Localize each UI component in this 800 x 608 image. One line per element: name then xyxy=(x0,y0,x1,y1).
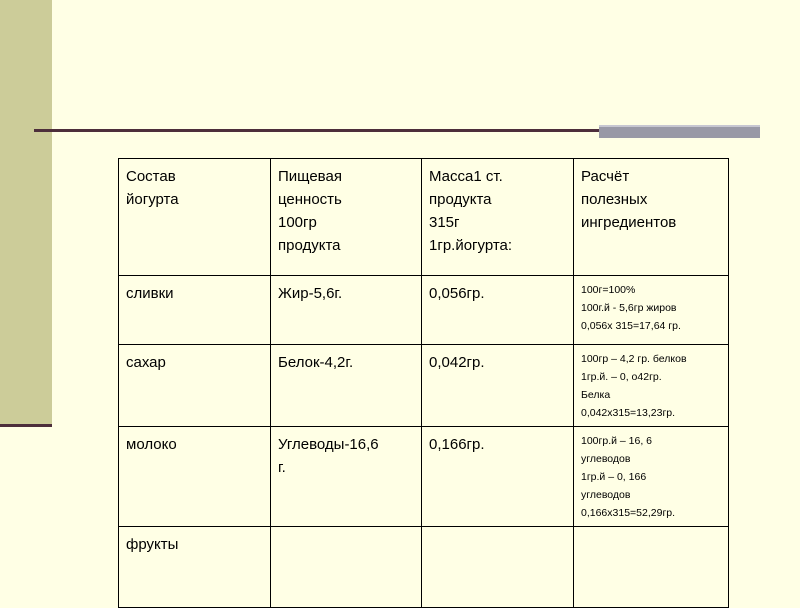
cell-calculation: 100г=100% 100г.й - 5,6гр жиров 0,056х 315=17,64 гр. xyxy=(574,276,729,345)
header-product-mass: Масса1 ст. продукта 315г 1гр.йогурта: xyxy=(422,159,574,276)
left-accent-bar xyxy=(0,0,52,424)
cell-calculation: 100гр – 4,2 гр. белков 1гр.й. – 0, о42гр. Белка 0,042х315=13,23гр. xyxy=(574,345,729,427)
cell-value: Жир-5,6г. xyxy=(271,276,422,345)
yogurt-composition-table xyxy=(118,158,729,608)
cell-value: Углеводы-16,6 г. xyxy=(271,427,422,527)
title-rule-line xyxy=(34,129,599,132)
cell-value xyxy=(271,527,422,608)
cell-mass xyxy=(422,527,574,608)
cell-calculation xyxy=(574,527,729,608)
left-accent-rule xyxy=(0,424,52,427)
cell-component: фрукты xyxy=(119,527,271,608)
cell-calculation: 100гр.й – 16, 6 углеводов 1гр.й – 0, 166 углеводов 0,166х315=52,29гр. xyxy=(574,427,729,527)
header-calculation: Расчёт полезных ингредиентов xyxy=(574,159,729,276)
title-rule-block xyxy=(599,125,760,138)
cell-component: сливки xyxy=(119,276,271,345)
cell-mass: 0,166гр. xyxy=(422,427,574,527)
header-composition: Состав йогурта xyxy=(119,159,271,276)
cell-component: молоко xyxy=(119,427,271,527)
table-header-row xyxy=(119,159,729,276)
table-row xyxy=(119,276,729,345)
table-row xyxy=(119,427,729,527)
cell-value: Белок-4,2г. xyxy=(271,345,422,427)
cell-mass: 0,042гр. xyxy=(422,345,574,427)
table-row xyxy=(119,527,729,608)
header-nutritional-value: Пищевая ценность 100гр продукта xyxy=(271,159,422,276)
cell-component: сахар xyxy=(119,345,271,427)
cell-mass: 0,056гр. xyxy=(422,276,574,345)
table-row xyxy=(119,345,729,427)
